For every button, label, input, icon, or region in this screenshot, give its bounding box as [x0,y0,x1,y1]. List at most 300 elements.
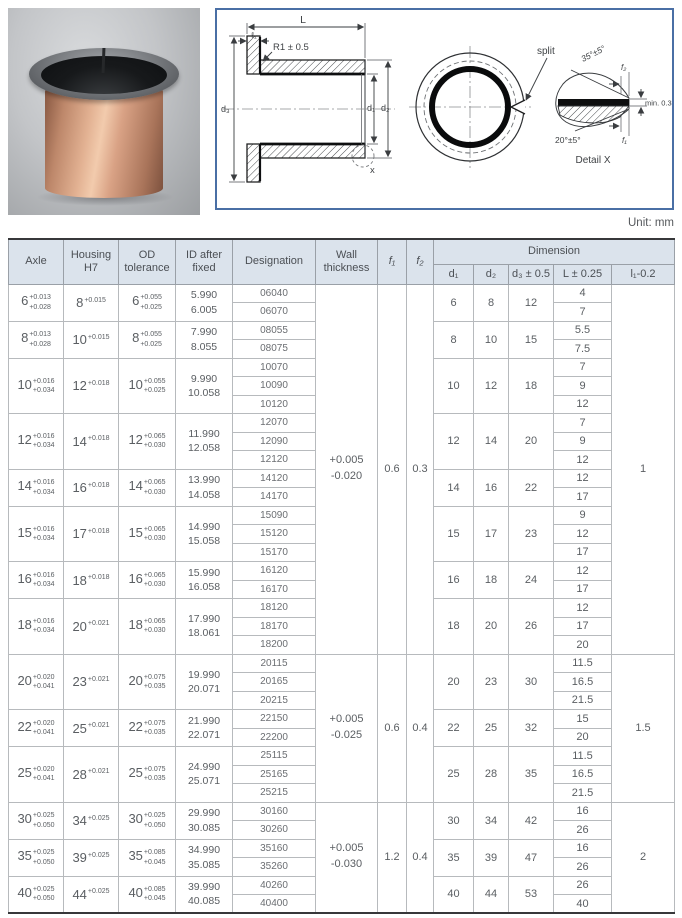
od-cell [119,284,176,321]
id-value: 25.071 [187,775,221,788]
length-cell: 7 [554,358,612,377]
id-value: 11.990 [188,428,220,441]
bushing-body [45,88,163,198]
nominal-value: 8 [132,330,140,346]
f-bottom-label: f₁ [622,136,627,145]
l1-cell: 1.5 [612,654,675,802]
nominal-value: 15 [128,524,143,540]
housing-cell [64,747,119,803]
tolerance-stack [29,293,51,311]
od-cell [119,358,176,414]
od-cell [119,876,176,913]
d2-cell: 8 [474,284,509,321]
designation-cell: 30160 [233,802,316,821]
nominal-value: 39 [72,850,87,865]
tolerance-lower: +0.025 [143,386,166,394]
col-header-l1: l₁-0.2 [612,264,675,284]
d3-cell: 53 [509,876,554,913]
wall-lower: -0.025 [330,729,363,741]
tolerance-upper: +0.065 [143,525,166,533]
id-value: 19.990 [187,668,221,681]
tolerance-stack [33,765,55,783]
tolerance-stack [144,811,166,829]
id-value: 15.058 [187,534,221,547]
designation-cell: 15120 [233,525,316,544]
d2-cell: 39 [474,839,509,876]
id-value: 16.058 [187,581,221,593]
tolerance-lower: +0.041 [32,729,55,736]
designation-cell: 10090 [233,377,316,396]
tolerance-stack [144,617,166,635]
id-value: 13.990 [187,474,221,487]
col-header-d1: d₁ [434,264,474,284]
angle-bottom-label: 20°±5° [555,135,581,145]
f1-cell: 0.6 [378,654,407,802]
designation-cell: 15170 [233,543,316,562]
tolerance-upper: +0.025 [143,812,166,820]
d1-cell: 12 [434,414,474,470]
designation-cell: 20115 [233,654,316,673]
axle-cell [9,599,64,655]
id-value: 15.990 [187,566,221,579]
tolerance-upper: +0.075 [143,673,166,681]
nominal-value: 12 [128,432,143,448]
tolerance-stack [33,848,55,866]
id-value: 34.990 [187,844,221,857]
tolerance-stack [144,848,166,866]
nominal-value: 25 [17,765,32,781]
tolerance-lower: +0.041 [32,682,55,690]
tolerance-lower: +0.028 [29,303,51,311]
dim-label-r1: R1 ± 0.5 [273,42,309,53]
designation-cell: 15090 [233,506,316,525]
id-value: 29.990 [187,807,221,820]
length-cell: 26 [554,821,612,840]
designation-cell: 10070 [233,358,316,377]
nominal-value: 23 [72,674,87,690]
col-header-wall: Wall thickness [316,239,378,284]
tolerance-stack [88,619,110,628]
table-row [9,284,675,303]
id-value: 5.990 [190,289,218,302]
wall-upper: +0.005 [329,454,364,467]
length-cell: 21.5 [554,784,612,803]
col-header-f2: f₂ [407,239,434,284]
length-cell: 7 [554,414,612,433]
length-cell: 20 [554,636,612,655]
product-photo [8,8,200,215]
length-cell: 12 [554,451,612,470]
spec-table [8,238,675,914]
nominal-value: 16 [17,570,32,586]
id-after-fixed-cell [176,876,233,913]
dim-label-L: L [300,14,306,26]
d3-cell: 22 [509,469,554,506]
tolerance-stack [33,571,55,589]
d3-cell: 23 [509,506,554,562]
length-cell: 17 [554,488,612,507]
nominal-value: 10 [72,332,87,347]
axle-cell [9,284,64,321]
col-header-designation: Designation [233,239,316,284]
tolerance-lower: +0.050 [32,895,55,903]
nominal-value: 16 [128,570,143,586]
tolerance-stack [88,527,110,536]
housing-cell [64,802,119,839]
col-header-d3: d₃ ± 0.5 [509,264,554,284]
tolerance-upper: +0.055 [143,377,166,385]
tolerance-lower: +0.030 [143,581,166,588]
tolerance-stack [140,293,162,311]
detail-x-view [555,43,672,166]
designation-cell: 30260 [233,821,316,840]
col-header-od: OD tolerance [119,239,176,284]
axle-cell [9,710,64,747]
tolerance-stack [84,296,106,305]
tolerance-upper: +0.016 [32,377,55,385]
tolerance-lower: +0.050 [32,858,55,866]
ptfe-liner-band [558,99,629,106]
dim-label-d1: d₁ [367,103,376,113]
nominal-value: 18 [72,572,87,588]
designation-cell: 18170 [233,617,316,636]
technical-drawing [217,10,672,208]
axle-cell [9,506,64,562]
tolerance-upper: +0.013 [29,331,51,339]
id-value: 20.071 [187,682,221,695]
d1-cell: 15 [434,506,474,562]
tolerance-stack [29,330,51,348]
f2-cell: 0.3 [407,284,434,654]
tolerance-stack [88,814,110,823]
tolerance-stack [88,333,110,342]
tolerance-stack [88,379,110,388]
id-value: 40.085 [187,895,221,908]
length-cell: 17 [554,543,612,562]
wall-thickness-cell [316,284,378,654]
housing-cell [64,654,119,710]
designation-cell: 12120 [233,451,316,470]
nominal-value: 25 [72,720,87,736]
tolerance-stack [144,432,166,450]
nominal-value: 10 [128,376,143,392]
table-row [9,802,675,821]
d3-cell: 26 [509,599,554,655]
split-notch [511,100,525,114]
angle-top-label: 35°±5° [579,43,607,64]
tolerance-lower: +0.045 [143,895,166,903]
tolerance-upper: +0.020 [32,673,55,681]
axle-cell [9,321,64,358]
length-cell: 15 [554,710,612,729]
axle-cell [9,876,64,913]
housing-cell [64,321,119,358]
d2-cell: 25 [474,710,509,747]
tolerance-stack [88,767,110,776]
tolerance-stack [33,719,55,737]
id-value: 21.990 [187,714,221,727]
tolerance-upper: +0.020 [32,766,55,774]
id-after-fixed-cell [176,321,233,358]
length-cell: 11.5 [554,747,612,766]
id-value: 10.058 [187,386,221,399]
designation-cell: 40260 [233,876,316,895]
tolerance-stack [33,377,55,395]
id-value: 6.005 [190,303,218,316]
front-view [409,46,555,168]
tolerance-stack [33,478,55,496]
tolerance-lower: +0.035 [143,775,166,783]
od-cell [119,654,176,710]
tolerance-upper: +0.015 [87,333,110,341]
nominal-value: 6 [21,293,29,309]
nominal-value: 14 [128,478,143,494]
d3-cell: 30 [509,654,554,710]
id-value: 12.058 [187,442,221,455]
tolerance-upper: +0.075 [143,719,166,727]
f1-cell: 0.6 [378,284,407,654]
length-cell: 26 [554,876,612,895]
length-cell: 7.5 [554,340,612,359]
axle-cell [9,469,64,506]
d3-cell: 35 [509,747,554,803]
designation-cell: 06040 [233,284,316,303]
housing-cell [64,599,119,655]
tolerance-stack [144,571,166,589]
length-cell: 40 [554,895,612,914]
designation-cell: 18120 [233,599,316,618]
designation-cell: 25215 [233,784,316,803]
tolerance-stack [88,675,110,684]
tolerance-stack [140,330,162,348]
housing-cell [64,710,119,747]
d3-cell: 32 [509,710,554,747]
designation-cell: 18200 [233,636,316,655]
wall-lower: -0.030 [330,858,363,871]
nominal-value: 25 [128,765,143,781]
od-cell [119,802,176,839]
nominal-value: 8 [21,330,29,346]
tolerance-lower: +0.034 [32,488,55,496]
designation-cell: 20165 [233,673,316,692]
id-after-fixed-cell [176,747,233,803]
nominal-value: 30 [128,811,143,827]
length-cell: 12 [554,562,612,581]
nominal-value: 40 [128,885,143,901]
d3-cell: 18 [509,358,554,414]
nominal-value: 16 [72,480,87,495]
d3-cell: 20 [509,414,554,470]
tolerance-upper: +0.025 [87,851,110,859]
tolerance-upper: +0.018 [87,481,110,489]
designation-cell: 22200 [233,728,316,747]
detail-marker-x: x [370,165,375,176]
d3-cell: 24 [509,562,554,599]
housing-cell [64,506,119,562]
housing-cell [64,839,119,876]
tolerance-upper: +0.065 [143,479,166,487]
d3-cell: 47 [509,839,554,876]
designation-cell: 12070 [233,414,316,433]
nominal-value: 40 [17,885,32,901]
tolerance-stack [144,525,166,543]
od-cell [119,414,176,470]
d2-cell: 23 [474,654,509,710]
length-cell: 21.5 [554,691,612,710]
housing-cell [64,358,119,414]
housing-cell [64,284,119,321]
axle-cell [9,839,64,876]
spec-table-header [9,239,675,284]
id-after-fixed-cell [176,802,233,839]
tolerance-upper: +0.018 [87,379,110,387]
dim-label-d2: d₂ [381,103,390,113]
d3-cell: 15 [509,321,554,358]
tolerance-stack [33,432,55,450]
designation-cell: 10120 [233,395,316,414]
table-row [9,654,675,673]
id-after-fixed-cell [176,469,233,506]
nominal-value: 20 [128,672,143,688]
col-header-d2: d₂ [474,264,509,284]
wall-upper: +0.005 [329,842,364,855]
tolerance-upper: +0.025 [87,814,110,822]
designation-cell: 12090 [233,432,316,451]
nominal-value: 12 [17,432,32,448]
designation-cell: 14170 [233,488,316,507]
tolerance-upper: +0.018 [87,527,110,535]
dim-label-l1: ℓ₁ [251,30,257,40]
tolerance-upper: +0.065 [143,571,166,579]
tolerance-upper: +0.021 [87,722,110,730]
length-cell: 9 [554,506,612,525]
length-cell: 5.5 [554,321,612,340]
designation-cell: 22150 [233,710,316,729]
wall-lower: -0.020 [330,470,363,482]
f-top-label: f₂ [621,63,627,72]
tolerance-stack [144,719,166,737]
tolerance-upper: +0.018 [87,435,110,443]
od-cell [119,321,176,358]
nominal-value: 15 [17,524,32,540]
tolerance-lower: +0.050 [143,821,166,829]
length-cell: 12 [554,395,612,414]
tolerance-upper: +0.025 [32,812,55,820]
d2-cell: 10 [474,321,509,358]
d3-cell: 42 [509,802,554,839]
d1-cell: 25 [434,747,474,803]
od-cell [119,747,176,803]
l1-cell: 2 [612,802,675,913]
tolerance-lower: +0.041 [32,775,55,783]
tolerance-stack [33,525,55,543]
tolerance-lower: +0.034 [32,386,55,394]
id-value: 35.085 [187,858,221,871]
designation-cell: 14120 [233,469,316,488]
housing-cell [64,469,119,506]
nominal-value: 22 [128,718,143,734]
nominal-value: 44 [72,886,87,902]
length-cell: 17 [554,580,612,599]
d1-cell: 6 [434,284,474,321]
tolerance-stack [88,481,110,490]
designation-cell: 16120 [233,562,316,581]
id-value: 18.061 [187,627,221,640]
tolerance-lower: +0.030 [143,534,166,542]
tolerance-upper: +0.025 [32,849,55,857]
designation-cell: 08055 [233,321,316,340]
nominal-value: 35 [128,848,143,864]
tolerance-stack [33,885,55,903]
tolerance-upper: +0.055 [140,294,162,302]
wall-upper: +0.005 [329,713,364,726]
tolerance-stack [144,478,166,496]
d1-cell: 35 [434,839,474,876]
tolerance-lower: +0.050 [32,821,55,829]
id-after-fixed-cell [176,284,233,321]
d2-cell: 34 [474,802,509,839]
designation-cell: 06070 [233,303,316,322]
tolerance-stack [88,887,110,896]
d1-cell: 40 [434,876,474,913]
tolerance-stack [88,721,110,730]
id-value: 9.990 [190,372,218,385]
d1-cell: 20 [434,654,474,710]
tolerance-lower: +0.030 [143,488,166,496]
spec-table-body [9,284,675,913]
length-cell: 12 [554,469,612,488]
tolerance-lower: +0.030 [143,627,166,635]
tolerance-upper: +0.065 [143,618,166,626]
designation-cell: 35160 [233,839,316,858]
tolerance-stack [144,377,166,395]
d2-cell: 12 [474,358,509,414]
nominal-value: 10 [17,376,32,392]
nominal-value: 20 [72,618,87,634]
technical-drawing-panel [215,8,674,210]
length-cell: 4 [554,284,612,303]
tolerance-lower: +0.034 [32,581,55,588]
tolerance-upper: +0.016 [32,618,55,626]
nominal-value: 6 [132,293,140,309]
length-cell: 17 [554,617,612,636]
length-cell: 16 [554,802,612,821]
length-cell: 16.5 [554,673,612,692]
d1-cell: 22 [434,710,474,747]
id-after-fixed-cell [176,839,233,876]
d1-cell: 30 [434,802,474,839]
housing-cell [64,414,119,470]
tolerance-stack [33,673,55,691]
id-value: 7.990 [190,326,218,339]
nominal-value: 8 [76,295,84,310]
tolerance-upper: +0.075 [143,766,166,774]
d2-cell: 20 [474,599,509,655]
d1-cell: 10 [434,358,474,414]
id-after-fixed-cell [176,710,233,747]
od-cell [119,562,176,599]
d2-cell: 28 [474,747,509,803]
tolerance-lower: +0.025 [140,340,162,348]
tolerance-upper: +0.065 [143,433,166,441]
tolerance-upper: +0.085 [143,886,166,894]
d1-cell: 14 [434,469,474,506]
nominal-value: 20 [17,672,32,688]
d2-cell: 14 [474,414,509,470]
nominal-value: 35 [17,848,32,864]
tolerance-stack [144,765,166,783]
designation-cell: 25115 [233,747,316,766]
